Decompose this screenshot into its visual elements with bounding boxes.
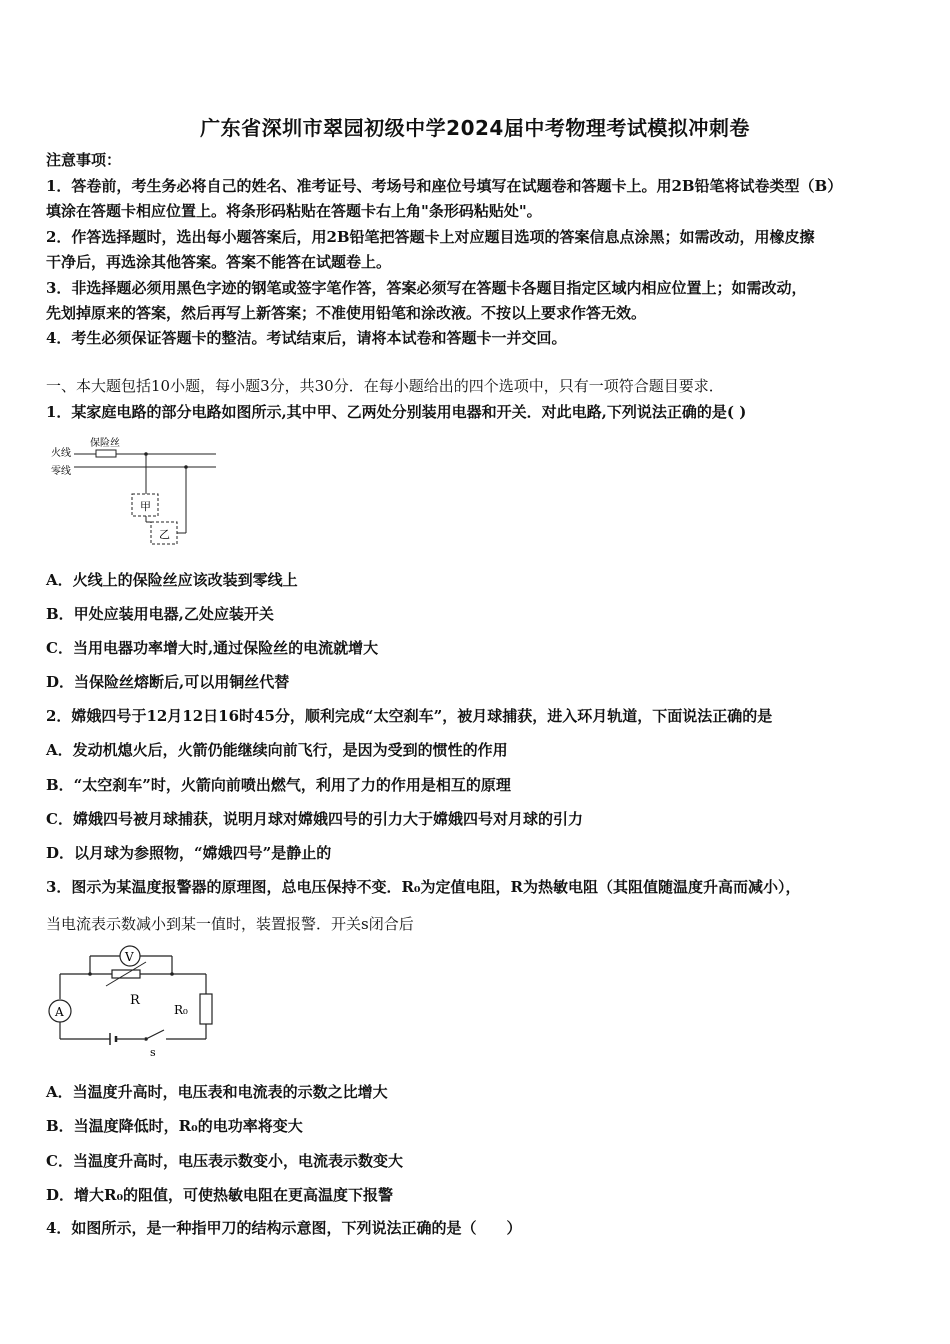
page-title: 广东省深圳市翠园初级中学2024届中考物理考试模拟冲刺卷 <box>200 116 750 140</box>
box-yi-label: 乙 <box>159 528 170 541</box>
q2-option-c: C．嫦娥四号被月球捕获，说明月球对嫦娥四号的引力大于嫦娥四号对月球的引力 <box>46 810 583 828</box>
ammeter-label: A <box>55 1005 64 1019</box>
fuse-symbol <box>96 450 116 457</box>
q3-option-a: A．当温度升高时，电压表和电流表的示数之比增大 <box>46 1083 388 1101</box>
household-circuit-figure <box>46 434 226 554</box>
q2-option-d: D．以月球为参照物，“嫦娥四号”是静止的 <box>46 844 332 862</box>
r0-resistor-symbol <box>200 994 212 1024</box>
question-2-stem: 2．嫦娥四号于12月12日16时45分，顺利完成“太空刹车”，被月球捕获，进入环月轨道，下面说法正确的是 <box>46 707 773 725</box>
r0-label: R₀ <box>174 1003 188 1017</box>
switch-label: s <box>150 1046 156 1059</box>
question-1-stem: 1．某家庭电路的部分电路如图所示,其中甲、乙两处分别装用电器和开关．对此电路,下列说法正确的是( ) <box>46 403 747 421</box>
notice-line: 先划掉原来的答案，然后再写上新答案；不准使用铅笔和涂改液。不按以上要求作答无效。 <box>46 304 647 322</box>
live-wire-label: 火线 <box>51 448 71 459</box>
q1-option-a: A．火线上的保险丝应该改装到零线上 <box>46 571 298 589</box>
section-heading: 一、本大题包括10小题，每小题3分，共30分．在每小题给出的四个选项中，只有一项符合题目要求． <box>46 377 724 395</box>
notice-line: 2．作答选择题时，选出每小题答案后，用2B铅笔把答题卡上对应题目选项的答案信息点涂黑；如需改动，用橡皮擦 <box>46 228 815 246</box>
question-3-stem-line2: 当电流表示数减小到某一值时，装置报警．开关s闭合后 <box>46 915 414 933</box>
thermistor-label: R <box>130 993 140 1008</box>
q1-option-b: B．甲处应装用电器,乙处应装开关 <box>46 605 274 623</box>
notice-line: 填涂在答题卡相应位置上。将条形码粘贴在答题卡右上角"条形码粘贴处"。 <box>46 202 542 220</box>
q3-option-c: C．当温度升高时，电压表示数变小，电流表示数变大 <box>46 1152 403 1170</box>
q2-option-a: A．发动机熄火后，火箭仍能继续向前飞行，是因为受到的惯性的作用 <box>46 741 508 759</box>
temperature-alarm-circuit-figure <box>46 944 226 1064</box>
q3-option-d: D．增大R₀的阻值，可使热敏电阻在更高温度下报警 <box>46 1186 394 1204</box>
voltmeter-label: V <box>125 950 134 964</box>
fuse-label: 保险丝 <box>90 438 120 449</box>
switch-blade <box>146 1030 164 1039</box>
notice-line: 干净后，再选涂其他答案。答案不能答在试题卷上。 <box>46 253 392 271</box>
notice-heading: 注意事项： <box>46 151 122 169</box>
q3-option-b: B．当温度降低时，R₀的电功率将变大 <box>46 1117 303 1135</box>
q1-option-d: D．当保险丝熔断后,可以用铜丝代替 <box>46 673 290 691</box>
q2-option-b: B．“太空刹车”时，火箭向前喷出燃气，利用了力的作用是相互的原理 <box>46 776 511 794</box>
notice-line: 4．考生必须保证答题卡的整洁。考试结束后，请将本试卷和答题卡一并交回。 <box>46 329 567 347</box>
question-3-stem-line1: 3．图示为某温度报警器的原理图，总电压保持不变．R₀为定值电阻，R为热敏电阻（其阻值随温度升高而减小）， <box>46 878 801 896</box>
notice-line: 1．答卷前，考生务必将自己的姓名、准考证号、考场号和座位号填写在试题卷和答题卡上。用2B铅笔将试卷类型（B） <box>46 177 843 195</box>
neutral-wire-label: 零线 <box>51 466 71 477</box>
question-4-stem: 4．如图所示，是一种指甲刀的结构示意图，下列说法正确的是（ ） <box>46 1219 522 1237</box>
q1-option-c: C．当用电器功率增大时,通过保险丝的电流就增大 <box>46 639 379 657</box>
notice-line: 3．非选择题必须用黑色字迹的钢笔或签字笔作答，答案必须写在答题卡各题目指定区域内相应位置上；如需改动， <box>46 279 807 297</box>
box-jia-label: 甲 <box>140 500 151 513</box>
